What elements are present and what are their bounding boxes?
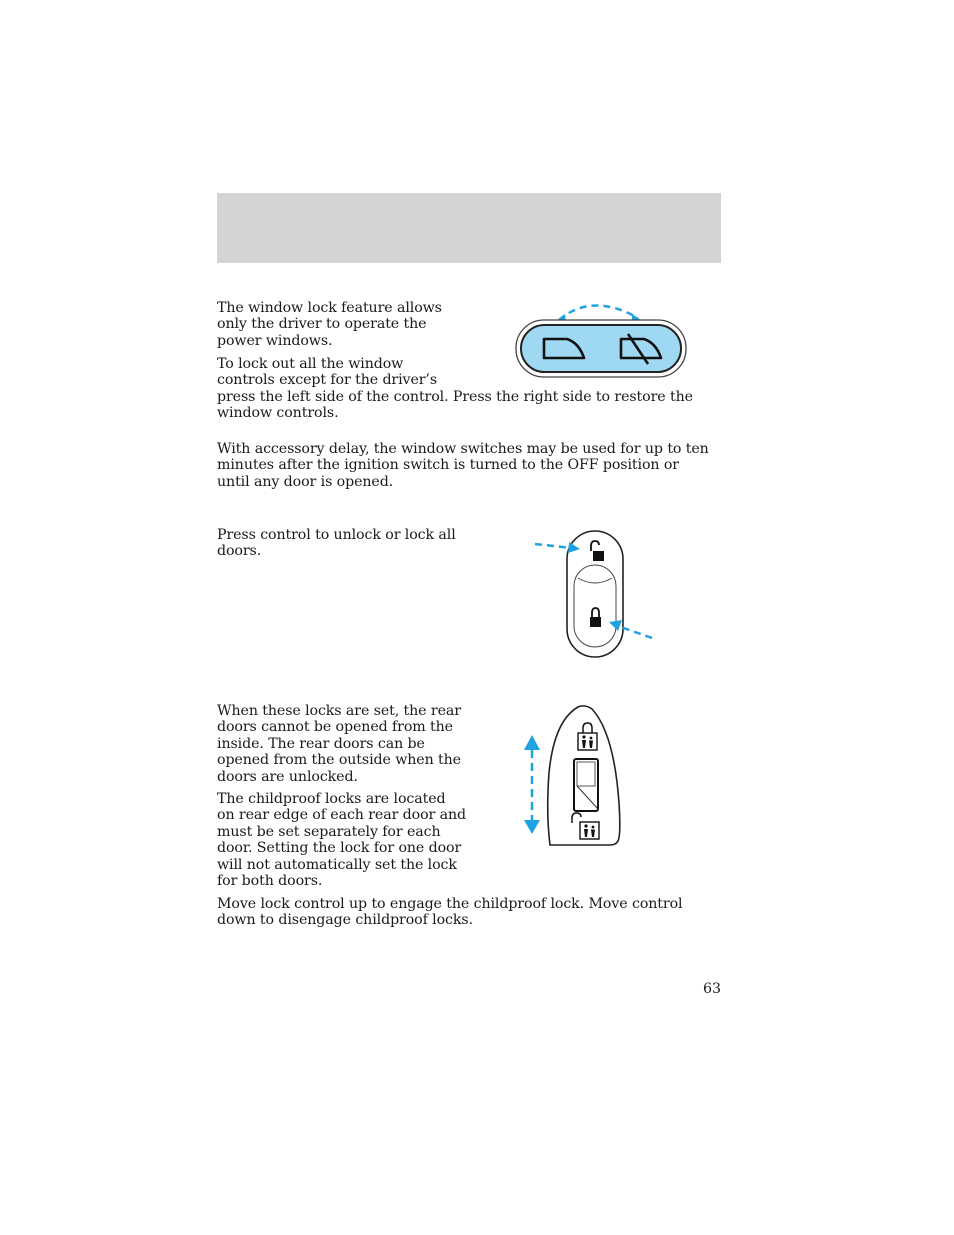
accessory-delay-paragraph: With accessory delay, the window switches may be used for up to ten minutes after the ignition switch is turned to the OFF position or until any door is opened. [217, 441, 709, 490]
door-lock-rocker[interactable] [574, 565, 616, 647]
childproof-slider[interactable] [574, 759, 598, 811]
power-door-locks-paragraph: Press control to unlock or lock all doors. [217, 527, 456, 560]
childproof-paragraph-3: Move lock control up to engage the childproof lock. Move control down to disengage childproof locks. [217, 896, 683, 929]
down-arrow-head [524, 820, 540, 834]
door-lock-switch-illustration [530, 528, 658, 660]
unlock-arrow [535, 544, 572, 548]
section-header-band [217, 193, 721, 263]
window-lock-paragraph-2-text: To lock out all the window controls except for the driver’s press the left side of the control. Press the right side to restore the window controls. [217, 356, 709, 422]
window-lock-paragraph-1: The window lock feature allows only the driver to operate the power windows. [217, 300, 442, 349]
toggle-arrow [559, 305, 638, 320]
page-number: 63 [702, 981, 721, 997]
childproof-lock-illustration [520, 703, 624, 849]
childproof-paragraph-2: The childproof locks are located on rear edge of each rear door and must be set separately for each door. Setting the lock for one door will not automatically set the lock for both doors. [217, 791, 466, 890]
window-lock-switch-illustration [510, 298, 690, 382]
childproof-paragraph-1: When these locks are set, the rear doors cannot be opened from the inside. The rear doors can be opened from the outside when the doors are unlocked. [217, 703, 461, 785]
up-arrow-head [524, 735, 540, 750]
